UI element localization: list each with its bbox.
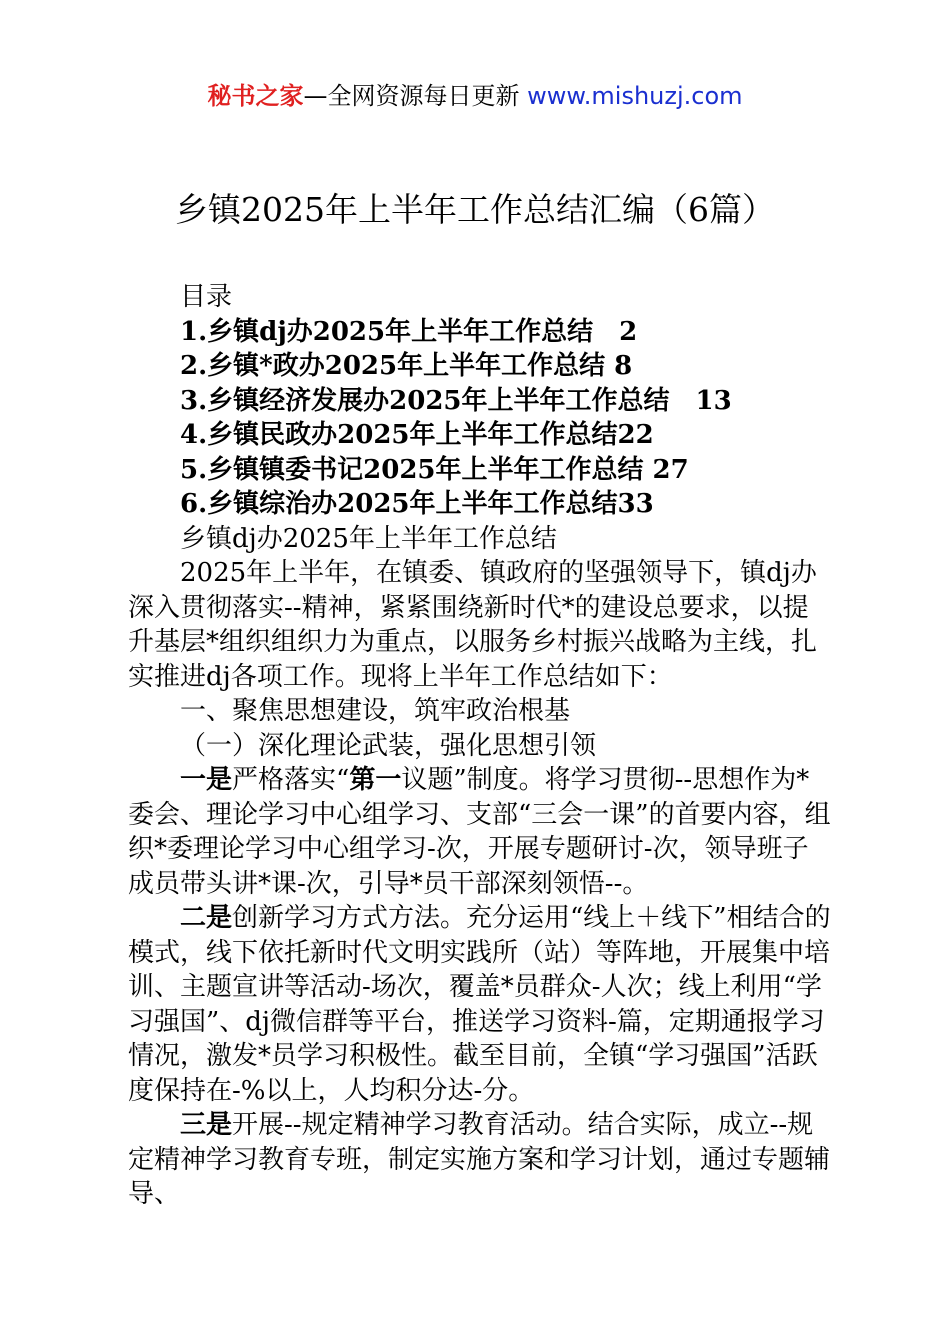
toc-label: 目录 bbox=[180, 282, 233, 312]
site-url-link[interactable]: www.mishuzj.com bbox=[527, 82, 743, 110]
point-lead: 三是 bbox=[180, 1110, 233, 1140]
subsection-heading-1: （一）深化理论武装，强化思想引领 bbox=[180, 730, 597, 761]
paragraph-point-2 bbox=[128, 901, 834, 1108]
toc-item-1[interactable]: 1.乡镇dj办2025年上半年工作总结 2 bbox=[180, 316, 638, 347]
point-lead: 一是 bbox=[180, 765, 233, 795]
section-heading-1: 一、聚焦思想建设，筑牢政治根基 bbox=[180, 696, 571, 726]
intro-paragraph: 2025年上半年，在镇委、镇政府的坚强领导下，镇dj办深入贯彻落实--精神，紧紧围绕新时代*的建设总要求，以提升基层*组织组织力为重点，以服务乡村振兴战略为主线，扎实推进dj各项工作。现将上半年工作总结如下： bbox=[128, 558, 818, 692]
toc-item-4[interactable]: 4.乡镇民政办2025年上半年工作总结22 bbox=[180, 420, 654, 450]
site-banner bbox=[0, 80, 950, 112]
paragraph-point-3 bbox=[128, 1108, 834, 1212]
toc-item-3[interactable]: 3.乡镇经济发展办2025年上半年工作总结 13 bbox=[180, 385, 732, 416]
brand-name: 秘书之家 bbox=[207, 82, 304, 110]
banner-slogan: —全网资源每日更新 bbox=[303, 82, 528, 110]
document-body bbox=[128, 280, 834, 1212]
toc-item-6[interactable]: 6.乡镇综治办2025年上半年工作总结33 bbox=[180, 489, 654, 519]
point-lead: 二是 bbox=[180, 903, 233, 933]
emphasis-text: 第一 bbox=[349, 765, 402, 795]
point-text: 创新学习方式方法。充分运用“线上＋线下”相结合的模式，线下依托新时代文明实践所（站）等阵地，开展集中培训、主题宣讲等活动-场次，覆盖*员群众-人次；线上利用“学习强国”、dj微信群等平台，推送学习资料-篇，定期通报学习情况，激发*员学习积极性。截至目前，全镇“学习强国”活跃度保持在-%以上，人均积分达-分。 bbox=[128, 903, 831, 1106]
point-text: 严格落实“ bbox=[232, 765, 350, 795]
paragraph-point-1 bbox=[128, 763, 834, 901]
document-title: 乡镇2025年上半年工作总结汇编（6篇） bbox=[175, 190, 775, 229]
point-text: 议题”制度。将学习贯彻--思想作为*委会、理论学习中心组学习、支部“三会一课”的首要内容，组织*委理论学习中心组学习-次，开展专题研讨-次，领导班子成员带头讲*课-次，引导*员干部深刻领悟--。 bbox=[128, 765, 831, 899]
article-heading: 乡镇dj办2025年上半年工作总结 bbox=[180, 523, 557, 554]
toc-item-5[interactable]: 5.乡镇镇委书记2025年上半年工作总结 27 bbox=[180, 454, 689, 485]
point-text: 开展--规定精神学习教育活动。结合实际，成立--规定精神学习教育专班，制定实施方案和学习计划，通过专题辅导、 bbox=[128, 1110, 831, 1209]
toc-item-2[interactable]: 2.乡镇*政办2025年上半年工作总结 8 bbox=[180, 351, 633, 381]
